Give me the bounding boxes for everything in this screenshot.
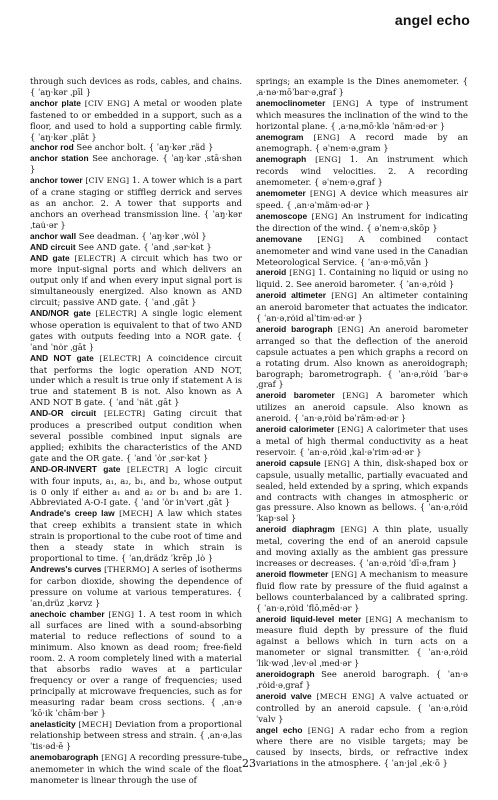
pronunciation: { ˌa·nə·mōˈbar·əˌgraf } [256,76,468,97]
dictionary-entry [30,308,242,353]
definition-text: Deviation from a proportional relationship between stress and strain. [30,718,242,741]
dictionary-entry [256,290,468,324]
left-column [30,76,242,786]
headword: anechoic chamber [30,608,105,619]
headword: AND NOT gate [30,352,94,363]
headword: aneroid barograph [256,323,333,334]
headword: anchor station [30,153,89,164]
dictionary-entry [256,458,468,524]
headword: aneroid calorimeter [256,424,335,435]
headword: anemograph [256,154,307,165]
field-label: [ENG] [331,569,358,579]
dictionary-entry [256,98,468,132]
definition-text: See AND gate. [78,241,141,252]
definition-text: A thin plate, usually metal, covering the end of an aneroid capsule and moving axially as the ambient gas pressure increases or decreases. [256,524,468,568]
definition-text: A circuit which has two or more input-signal ports and which delivers an output only if and when every input signal port is simultaneously energized. Also known as AND circuit; passive AND gate. [30,252,242,308]
headword: anemogram [256,131,304,142]
headword: anchor plate [30,97,81,108]
field-label: [ENG] [337,425,364,435]
guide-word: angel echo [394,12,470,28]
pronunciation: { ˈand ˈȯr inˈvərt ˌgāt } [133,497,231,508]
headword: anemometer [256,188,306,199]
pronunciation: { ˈan·əˌrȯid ˈbar·əˌgraf } [256,368,468,390]
headword: anchor rod [30,142,74,153]
definition-text: springs; an example is the Dines anemometer. [256,76,459,86]
headword: angel echo [256,724,303,735]
definition-text: Gating circuit that produces a prescribed output condition when several possible combined input signals are applied; exhibits the characteristics of the AND gate and the OR gate. [30,408,242,463]
definition-text: A logic circuit with four inputs, a₁, a₂, b₁, and b₂, whose output is 0 only if either a₁ and a₂ or b₁ and b₂ are 1. Abbreviated A-O-I gate. [30,463,242,508]
pronunciation: { ˈan·əˌrȯid ˈflōˌmēd·ər } [256,602,360,613]
definition-text: A single logic element whose operation is equivalent to that of two AND gates with outputs feeding into a NOR gate. [30,308,242,341]
field-label: [ENG] [101,753,128,763]
pronunciation: { ˈaŋ·kər ˌräd } [148,142,214,153]
definition-text: 1. A test room in which all surfaces are lined with a sound-absorbing material to reduce reflections of sound to a minimum. Also known as dead room; free-field room. 2. A room completely lined with a material that absorbs radio waves at a particular frequency or over a range of frequencies; used principally at microwave frequencies, such as for measuring radar beam cross sections. [30,608,242,707]
definition-text: A radar echo from a region where there are no visible targets; may be caused by insects, birds, or refractive index variations in the atmosphere. [256,724,468,769]
definition-text: A coincidence circuit that performs the logic operation AND NOT, under which a result is true only if statement A is true and statement B is not. Also known as A AND NOT B gate. [30,352,243,408]
pronunciation: { ˈan·əˌrȯid ˌkal·əˈrim·əd·ər } [299,446,422,457]
dictionary-entry [256,154,468,188]
definition-text: A calorimeter that uses a metal of high thermal conductivity as a heat reservoir. [256,424,468,457]
dictionary-entry [256,188,468,211]
dictionary-entry [30,242,242,253]
field-label: [CIV ENG] [84,98,130,108]
pronunciation: { ˈaŋ·kər ˌtau̇·ər } [30,208,242,230]
field-label: [ENG] [342,391,369,401]
pronunciation: { ˈan·əˌrȯid ˈdī·əˌfram } [358,557,458,568]
field-label: [MECH] [78,719,113,729]
headword: aneroid capsule [256,457,321,468]
definition-text: A law which states that creep exhibits a transient state in which strain is proportional to the cube root of time and then a steady state in which strain is proportional to time. [30,508,242,563]
headword: AND-OR circuit [30,408,97,419]
field-label: [CIV ENG] [85,176,130,186]
pronunciation: { ˈan·əˌrȯid alˈtim·əd·ər } [256,313,363,324]
right-column [256,76,468,786]
dictionary-entry [30,508,242,564]
field-label: [ELECTR] [95,309,137,319]
field-label: [ENG] [310,189,336,199]
headword: anelasticity [30,718,76,729]
pronunciation: { əˈnem·əˌgram } [314,143,389,154]
pronunciation: { ˈand ˈnät ˌgāt } [108,397,180,408]
headword: anemovane [256,233,303,244]
field-label: [ENG] [331,291,358,301]
dictionary-entry [256,569,468,614]
headword: aneroid liquid-level meter [256,613,362,624]
field-label: [ENG] [365,614,392,624]
headword: AND gate [30,252,70,263]
headword: anemobarograph [30,752,99,763]
dictionary-entry [256,324,468,390]
field-label: [ENG] [307,725,334,735]
pronunciation: { ˈan·jəl ˌek·ō } [383,758,448,769]
field-label: [ELECTR] [104,409,146,419]
dictionary-entry [256,669,468,691]
definition-text: through such devices as rods, cables, and chains. [30,76,242,86]
definition-text: A record made by an anemograph. [256,131,468,154]
headword: Andrade's creep law [30,508,115,519]
pronunciation: { ˈan·əˌrȯid·əˌgraf } [256,669,468,690]
definition-text: An altimeter containing an aneroid barometer that actuates the indicator. [256,290,468,313]
headword: aneroid barometer [256,390,335,401]
headword: anchor wall [30,230,77,241]
dictionary-entry [256,234,468,268]
definition-text: See deadman. [78,230,139,241]
dictionary-entry [30,408,242,464]
pronunciation: { ˈan·əˌrȯid bəˈräm·əd·ər } [293,413,407,424]
definition-text: An aneroid barometer arranged so that the deflection of the aneroid capsule actuates a pen which graphs a record on a rotating drum. Also known as aneroidograph; barograph; barometrograph. [256,323,468,379]
pronunciation: { ˈand ˌgāt } [143,297,197,308]
pronunciation: { ˈan·ə·mōˌvān } [359,256,430,267]
headword: anemoclinometer [256,97,326,108]
dictionary-entry [30,353,242,409]
definition-text: A mechanism to measure fluid depth by pressure of the fluid against a bellows which in turn acts on a manometer or signal transmitter. [256,613,468,658]
pronunciation: { ˈand ˌsər·kət } [143,241,212,252]
pronunciation: { əˈnem·əˌskōp } [366,222,438,233]
dictionary-entry [30,253,242,309]
dictionary-entry [256,211,468,234]
dictionary-entry [256,691,468,725]
headword: aneroid diaphragm [256,524,335,535]
pronunciation: { ˈan·əˌrȯid } [398,279,455,290]
field-label: [ENG] [315,155,341,165]
dictionary-entry [30,142,242,153]
dictionary-entry [256,524,468,569]
pronunciation: { ˈan·əˌrȯid ˈkap·səl } [256,502,468,524]
field-label: [ENG] [108,609,135,619]
pronunciation: { ˌa·nəˌmō·klə ˈnäm·əd·ər } [330,120,446,131]
pronunciation: { ˈaŋ·kər ˌwȯl } [141,230,207,241]
definition-text: See anchorage. [92,153,159,164]
definition-text: A combined contact anemometer and wind vane used in the Canadian Meteorological Service. [256,233,468,267]
dictionary-entry [256,390,468,424]
field-label: [MECH] [119,509,153,519]
dictionary-entry [256,614,468,670]
headword: AND circuit [30,241,76,252]
field-label: [ENG] [324,458,351,468]
dictionary-entry [30,98,242,143]
headword: aneroid [256,267,287,278]
dictionary-entry [30,175,242,231]
field-label: [ENG] [311,211,338,221]
entry-columns [30,76,468,786]
dictionary-entry [30,719,242,753]
pronunciation: { ˌan·əˈmäm·əd·ər } [286,199,371,210]
headword: aneroid flowmeter [256,568,329,579]
field-label: [ENG] [337,324,364,334]
dictionary-entry [30,609,242,719]
definition-text: A series of isotherms for carbon dioxide, showing the dependence of pressure on volume at various temperatures. [30,563,242,597]
pronunciation: { ˈaŋ·kər ˌpīl } [30,86,92,97]
pronunciation: { ˈaŋ·kər ˌplāt } [30,131,97,142]
field-label: [ENG] [317,234,344,244]
dictionary-entry [30,464,242,509]
dictionary-entry [256,424,468,458]
dictionary-entry [256,267,468,290]
headword: AND-OR-INVERT gate [30,463,121,474]
definition-text: 1. Containing no liquid or using no liquid. 2. See aneroid barometer. [256,267,469,290]
pronunciation: { ˈand ˈnȯr ˌgāt } [30,330,242,352]
pronunciation: { ˈanˌdrädz ˈkrēp ˌlȯ } [120,552,214,563]
dictionary-entry [30,564,242,609]
field-label: [ENG] [332,98,359,108]
headword: aneroidograph [256,669,315,680]
pronunciation: { ˈan·əˌrȯid ˈvalv } [256,702,468,724]
pronunciation: { ˈaŋ·kər ˌstā·shən } [30,153,242,175]
definition-text: See aneroid barograph. [321,669,430,680]
definition-text: A thin, disk-shaped box or capsule, usually metallic, partially evacuated and sealed, held extended by a spring, which expands and contracts with changes in atmospheric or gas pressure. Also known as bellows. [256,457,468,513]
definition-text: A type of instrument which measures the inclination of the wind to the horizontal plane. [256,97,468,131]
dictionary-entry [30,153,242,175]
headword: AND/NOR gate [30,308,91,319]
definition-text: A recording pressure-tube anemometer in which the wind scale of the float manometer is linear through the use of [30,752,243,786]
field-label: [ELECTR] [74,253,116,263]
field-label: [MECH ENG] [316,691,375,701]
definition-text: A mechanism to measure fluid flow rate by pressure of the fluid against a bellows counterbalanced by a calibrated spring. [256,568,468,602]
headword: aneroid altimeter [256,290,327,301]
field-label: [ELECTR] [127,464,169,474]
pronunciation: { ˈan·əˌrȯid ˈlik·wəd ˌlev·əl ˌmed·ər } [256,647,468,669]
pronunciation: { ˌan·əˈkō·ik ˈchām·bər } [30,696,242,718]
pronunciation: { əˈnem·əˌgraf } [313,177,383,188]
page-number: 23 [242,757,256,770]
headword: Andrews's curves [30,563,102,574]
dictionary-entry [30,76,242,98]
definition-text: A metal or wooden plate fastened to or embedded in a support, such as a floor, and used to hold a supporting cable firmly. [30,97,243,131]
definition-text: An instrument for indicating the direction of the wind. [256,210,468,233]
field-label: [ENG] [289,268,316,278]
field-label: [ELECTR] [99,353,141,363]
pronunciation: { ˈanˌdrüz ˌkərvz } [30,586,242,608]
definition-text: 1. An instrument which records wind velocities. 2. A recording anemometer. [256,154,468,188]
field-label: [ENG] [313,132,340,142]
definition-text: A device which measures air speed. [256,188,468,210]
definition-text: A barometer which utilizes an aneroid capsule. Also known as aneroid. [256,390,468,424]
definition-text: 1. A tower which is a part of a crane staging or stiffleg derrick and serves as an anchor. 2. A tower that supports and anchors an overhead transmission line. [30,175,242,219]
dictionary-entry [30,231,242,242]
dictionary-entry [256,76,468,98]
headword: anemoscope [256,210,308,221]
headword: aneroid valve [256,690,312,701]
headword: anchor tower [30,175,83,186]
pronunciation: { ˌan·əˌlasˈtis·əd·ē } [30,730,243,752]
dictionary-entry [256,132,468,155]
field-label: [THERMO] [104,564,150,574]
definition-text: See anchor bolt. [76,142,147,153]
pronunciation: { ˈand ˈȯr ˌsər·kət } [125,452,209,463]
field-label: [ENG] [340,525,367,535]
definition-text: A valve actuated or controlled by an aneroid capsule. [256,690,468,713]
